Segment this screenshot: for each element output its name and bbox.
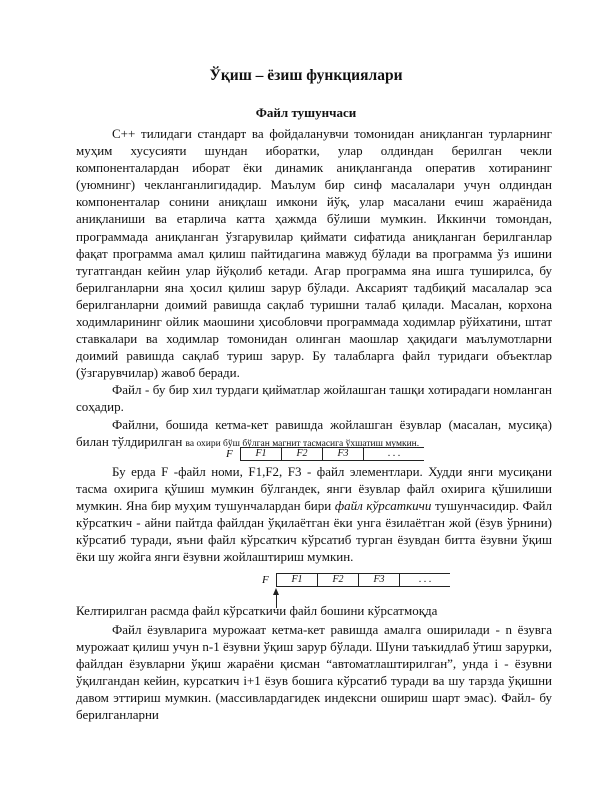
file-cell-continuation: . . . xyxy=(399,573,450,587)
file-tape-diagram xyxy=(226,447,424,461)
paragraph-file-definition: Файл - бу бир хил турдаги қийматлар жойлашган ташқи хотирадаги номланган соҳадир. xyxy=(76,382,552,415)
file-cell: F3 xyxy=(322,447,363,461)
paragraph-file-pointer xyxy=(76,463,552,566)
diagram-caption: Келтирилган расмда файл кўрсаткичи файл бошини кўрсатмоқда xyxy=(76,603,438,618)
file-label: F xyxy=(226,448,233,460)
section-title: Ўқиш – ёзиш функциялари xyxy=(209,67,403,84)
file-cell: F2 xyxy=(281,447,322,461)
file-label: F xyxy=(262,574,269,586)
term-file-pointer: файл кўрсаткичи xyxy=(334,498,432,514)
section-subtitle: Файл тушунчаси xyxy=(255,105,357,120)
paragraph-tape-analogy-main: Файлни, бошида кетма-кет равишда жойлашган ёзувлар (масалан, мусиқа) билан тўлдирилган xyxy=(76,417,552,450)
file-cell: F3 xyxy=(358,573,399,587)
file-cell-continuation: . . . xyxy=(363,447,424,461)
paragraph-file-pointer-b: тушунчасидир. Файл кўрсаткич - айни пайтда файлдан ўқилаётган ёки унга ёзилаётган жой (ёзув ўрнини) кўрсатиб туради, яъни файл кўрсаткич кўрсатиб турган ёзувдан битта ёзувни ўқиш ёки шу жойга янги ёзувни жойлаштириш мумкин. xyxy=(76,498,552,565)
paragraph-sequential-access: Файл ёзувларига мурожаат кетма-кет равишда амалга оширилади - n ёзувга мурожаат қилиш учун n-1 ёзувни ўқиш зарур бўлади. Шуни таъкидлаб ўтиш зарурки, файлдан ёзувларни ўқиш жараёни қисман “автоматлаштирилган”, унда i - ёзувни ўқилгандан кейин, курсаткич i+1 ёзув бошига кўрсатиб туради ва шу тарзда ўқишни давом эттириш мумкин. (массивлардагидек индексни ошириш шарт эмас). Файл- бу берилганларни xyxy=(76,622,552,723)
file-cell: F1 xyxy=(276,573,317,587)
file-cell: F1 xyxy=(240,447,281,461)
file-pointer-diagram xyxy=(262,573,450,587)
paragraph-file-pointer-a: Бу ерда F -файл номи, F1,F2, F3 - файл элементлари. Худди янги мусиқани тасма охирига қўшиш мумкин бўлгандек, янги ёзувлар файл охирига қўшилиши мумкин. Яна бир муҳим тушунчалардан бири xyxy=(76,464,552,514)
file-cell: F2 xyxy=(317,573,358,587)
paragraph-intro: C++ тилидаги стандарт ва фойдаланувчи томонидан аниқланган турларнинг муҳим хусусияти шундан иборатки, улар олдиндан берилган чекли компоненталардан иборат ёки динамик аниқланганда оператив хотиранинг (уюмнинг) чекланганлигидадир. Маълум бир синф масалалари учун олдиндан компоненталар сонини аниқлаш имкони йўқ, улар масалани ечиш жараёнида аниқланиши ва етарлича катта ҳажмда бўлиши мумкин. Иккинчи томондан, программада аниқланган ўзгарувилар қиймати сифатида аниқланган берилганлар фақат программа амал қилиш пайтидагина мавжуд бўлади ва программа ўз ишини тугатгандан кейин улар йўқолиб кетади. Агар программа яна ишга туширилса, бу берилганларни яна ҳосил қилиш зарур бўлади. Аксарият тадбиқий масалалар эса берилганларни доимий равишда сақлаб туришни талаб қилади. Масалан, корхона ходимларининг ойлик маошини ҳисобловчи программада ходимлар рўйхатини, штат ставкалари ва ходимлар томонидан олинган маошлар ҳақидаги маълумотларни доимий равишда сақлаб туриш зарур. Бу талабларга файл туридаги объектлар (ўзгарувчилар) жавоб беради. xyxy=(76,126,552,381)
paragraph-tape-analogy-small: ва охири бўш бўлган магнит тасмасига ўхшатиш мумкин. xyxy=(185,439,420,450)
